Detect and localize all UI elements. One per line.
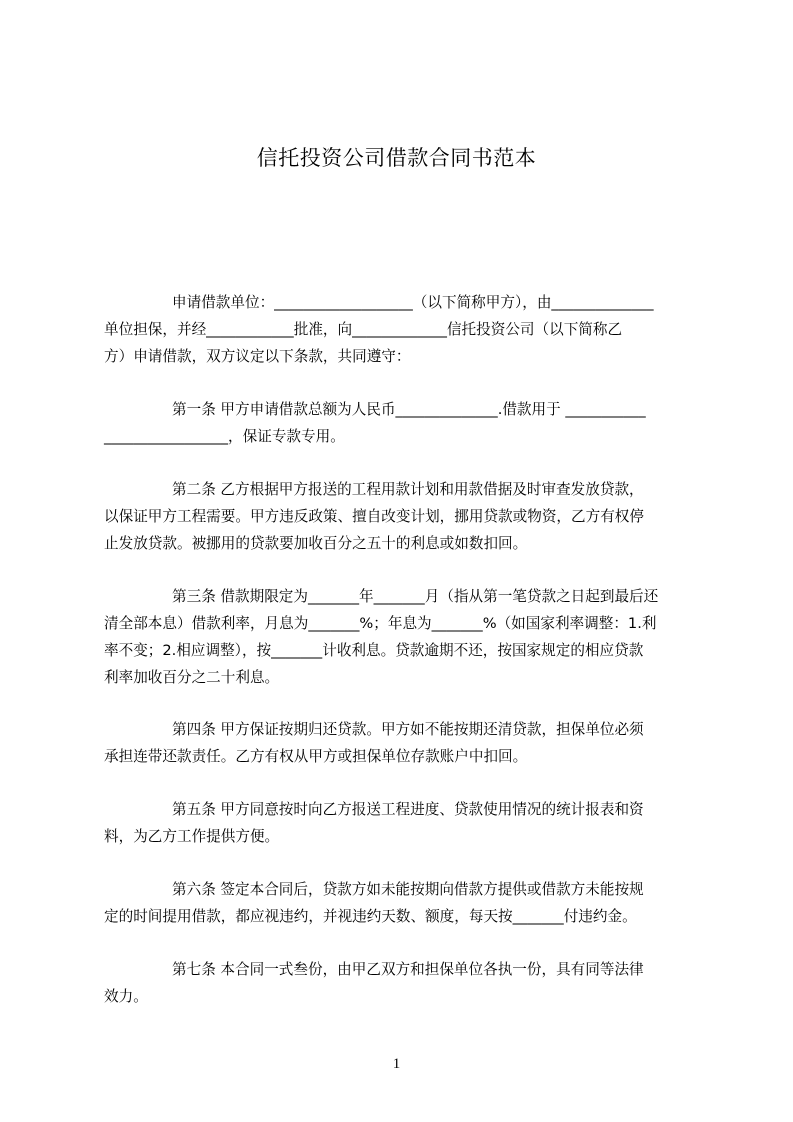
text-line: 止发放贷款。被挪用的贷款要加收百分之五十的利息或如数扣回。	[104, 535, 528, 552]
article-6	[104, 876, 700, 930]
article-1	[104, 396, 700, 450]
text-line: 利率加收百分之二十利息。	[104, 669, 280, 686]
text-line: 第四条 甲方保证按期归还贷款。甲方如不能按期还清贷款，担保单位必须	[172, 721, 644, 738]
text-line: 第一条 甲方申请借款总额为人民币______________.借款用于 ___________	[172, 401, 646, 418]
text-line: 方）申请借款，双方议定以下条款，共同遵守：	[104, 348, 411, 365]
text-line: 清全部本息）借款利率，月息为_______%；年息为_______%（如国家利率调整：1.利	[104, 615, 657, 632]
text-line: 承担连带还款责任。乙方有权从甲方或担保单位存款账户中扣回。	[104, 748, 528, 765]
text-line: 申请借款单位：___________________（以下简称甲方），由______________	[172, 294, 654, 311]
article-5	[104, 796, 700, 850]
intro-paragraph	[104, 289, 700, 370]
text-line: 效力。	[104, 988, 148, 1005]
text-line: 第六条 签定本合同后，贷款方如未能按期向借款方提供或借款方未能按规	[172, 881, 644, 898]
text-line: 第七条 本合同一式叁份，由甲乙双方和担保单位各执一份，具有同等法律	[172, 961, 644, 978]
article-3	[104, 583, 700, 691]
text-line: 以保证甲方工程需要。甲方违反政策、擅自改变计划，挪用贷款或物资，乙方有权停	[104, 508, 644, 525]
document-title: 信托投资公司借款合同书范本	[256, 146, 537, 170]
article-4	[104, 716, 700, 770]
text-line: 料，为乙方工作提供方便。	[104, 828, 280, 845]
article-2	[104, 476, 700, 557]
text-line: 单位担保，并经____________批准，向_____________信托投资公司（以下简称乙	[104, 321, 623, 338]
text-line: 第二条 乙方根据甲方报送的工程用款计划和用款借据及时审查发放贷款，	[172, 481, 644, 498]
text-line: 第三条 借款期限定为_______年_______月（指从第一笔贷款之日起到最后还	[172, 588, 659, 605]
article-7	[104, 956, 700, 1010]
text-line: 第五条 甲方同意按时向乙方报送工程进度、贷款使用情况的统计报表和资	[172, 801, 644, 818]
text-line: 率不变；2.相应调整），按_______计收利息。贷款逾期不还，按国家规定的相应贷款	[104, 642, 644, 659]
text-line: 定的时间提用借款，都应视违约，并视违约天数、额度，每天按_______付违约金。	[104, 908, 637, 925]
text-line: _________________，保证专款专用。	[104, 428, 345, 445]
page-number: 1	[392, 1056, 401, 1072]
